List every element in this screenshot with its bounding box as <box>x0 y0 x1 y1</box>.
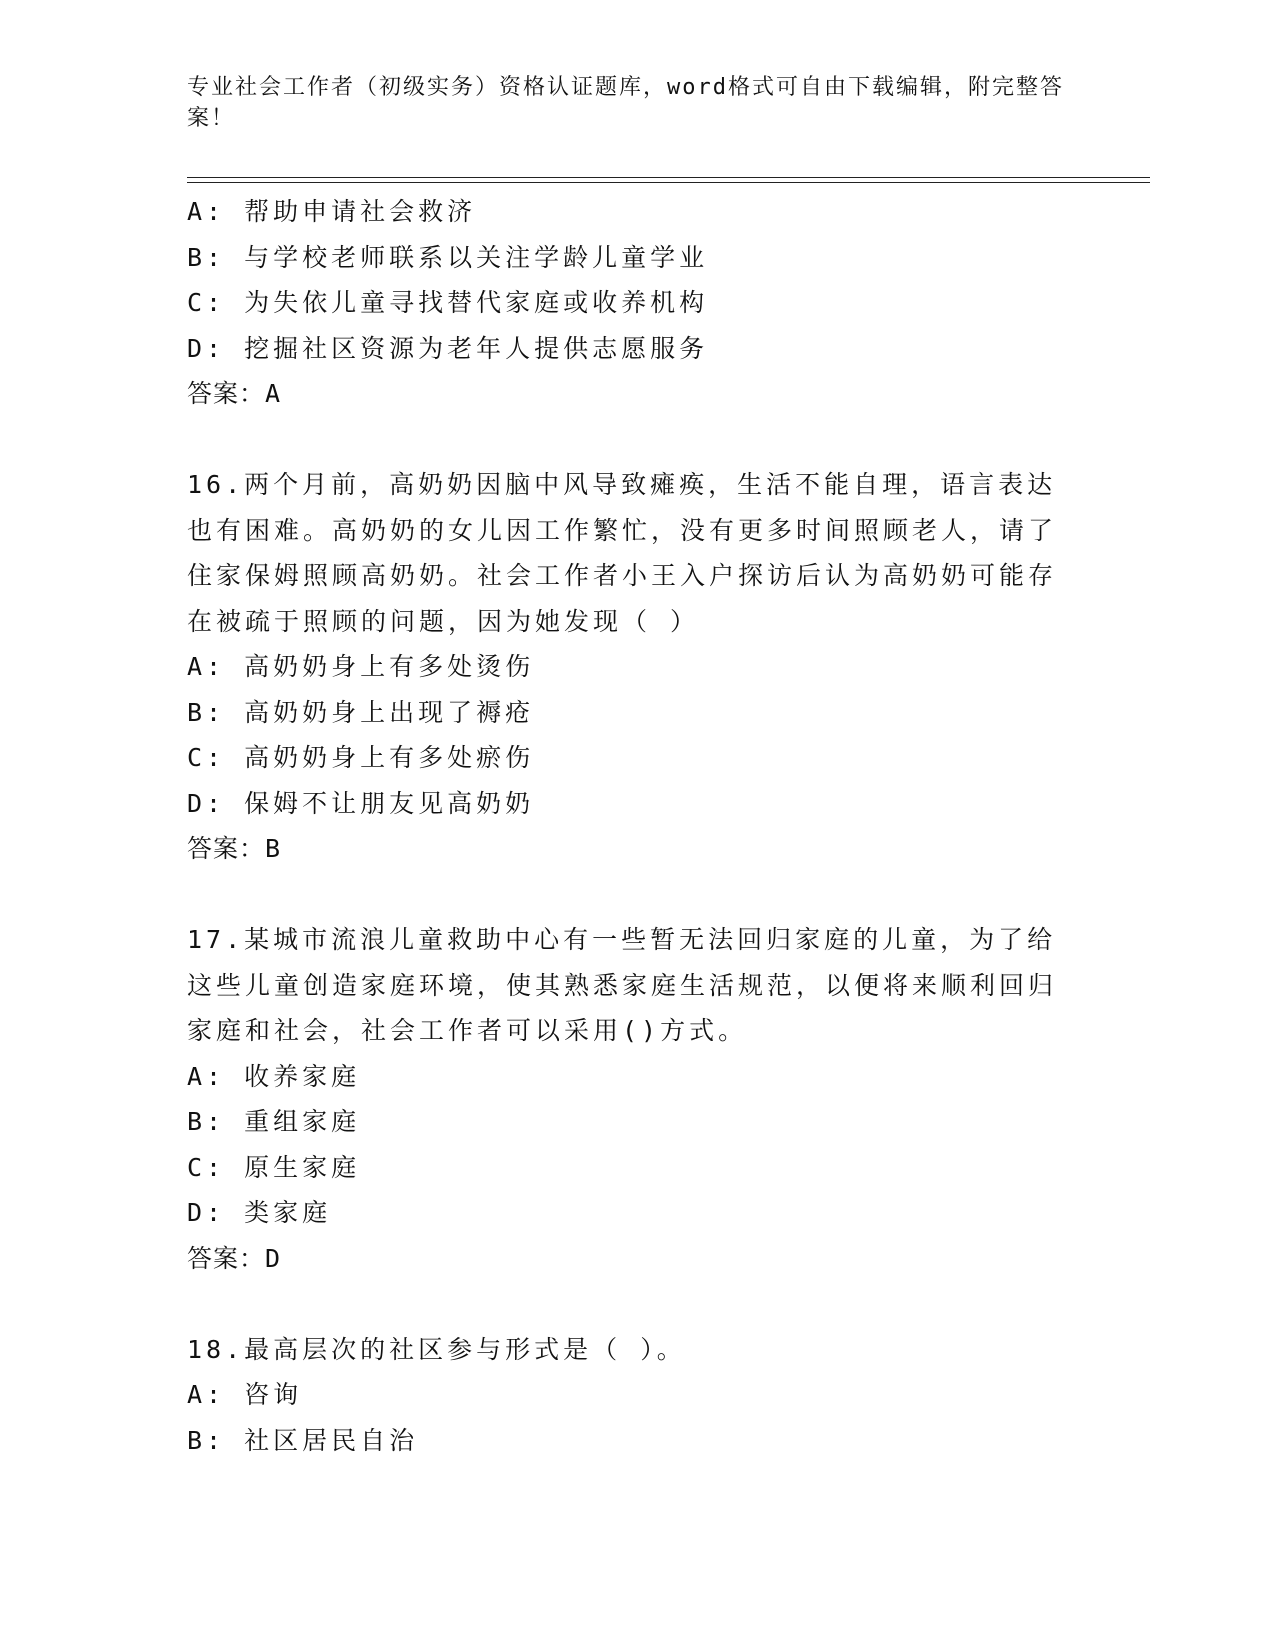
option-c: C: 为失依儿童寻找替代家庭或收养机构 <box>187 288 709 317</box>
question-16-answer: 答案：B <box>187 834 282 863</box>
question-16-option-b: B: 高奶奶身上出现了褥疮 <box>187 697 535 727</box>
question-16-text: 16.两个月前，高奶奶因脑中风导致瘫痪，生活不能自理，语言表达也有困难。高奶奶的女儿因工作繁忙，没有更多时间照顾老人，请了住家保姆照顾高奶奶。社会工作者小王入户探访后认为高奶奶可能存在被疏于照顾的问题，因为她发现（ ） <box>187 470 1058 636</box>
question-18-text: 18.最高层次的社区参与形式是（ ）。 <box>187 1334 686 1364</box>
option-b: B: 与学校老师联系以关注学龄儿童学业 <box>187 242 709 272</box>
question-17-text: 17.某城市流浪儿童救助中心有一些暂无法回归家庭的儿童，为了给这些儿童创造家庭环境，使其熟悉家庭生活规范，以便将来顺利回归家庭和社会，社会工作者可以采用()方式。 <box>187 925 1058 1045</box>
question-17-option-b: B: 重组家庭 <box>187 1107 361 1136</box>
question-16-option-a: A: 高奶奶身上有多处烫伤 <box>187 652 535 681</box>
question-content <box>187 189 1087 1463</box>
question-17-answer: 答案：D <box>187 1243 282 1273</box>
question-17-option-c: C: 原生家庭 <box>187 1152 361 1182</box>
question-17-option-a: A: 收养家庭 <box>187 1061 361 1091</box>
spacer <box>187 872 1087 918</box>
question-17-option-d: D: 类家庭 <box>187 1198 332 1227</box>
answer-line: 答案：A <box>187 379 282 408</box>
header-rule-top <box>187 177 1150 178</box>
question-18-option-b: B: 社区居民自治 <box>187 1425 419 1455</box>
option-a: A: 帮助申请社会救济 <box>187 197 477 226</box>
question-16-option-c: C: 高奶奶身上有多处瘀伤 <box>187 743 535 772</box>
option-d: D: 挖掘社区资源为老年人提供志愿服务 <box>187 333 709 363</box>
question-16-option-d: D: 保姆不让朋友见高奶奶 <box>187 788 535 818</box>
spacer <box>187 417 1087 463</box>
page-header: 专业社会工作者（初级实务）资格认证题库，word格式可自由下载编辑，附完整答案！ <box>187 75 1064 131</box>
question-18-option-a: A: 咨询 <box>187 1380 303 1409</box>
spacer <box>187 1281 1087 1327</box>
header-rule-bottom <box>187 182 1150 183</box>
